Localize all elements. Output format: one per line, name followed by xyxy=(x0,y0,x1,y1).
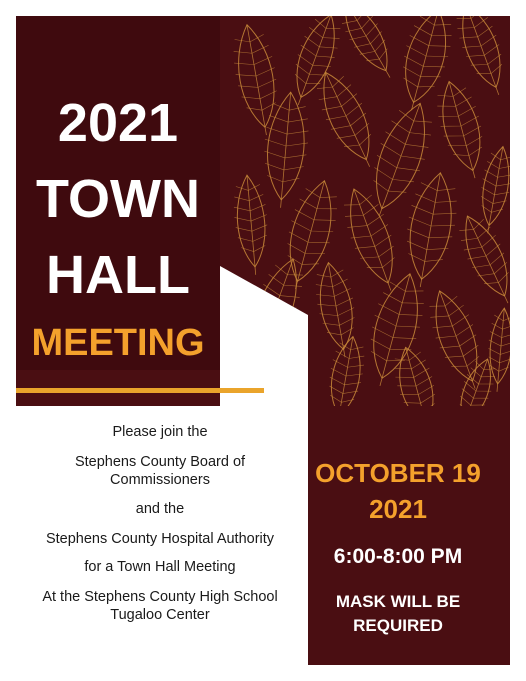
leaf-icon xyxy=(421,284,494,395)
leaf-icon xyxy=(335,182,409,297)
leaf-icon xyxy=(281,16,348,111)
leaf-icon xyxy=(473,144,510,236)
event-year: 2021 xyxy=(369,494,427,524)
event-time: 6:00-8:00 PM xyxy=(333,545,463,568)
gold-divider xyxy=(16,388,264,393)
leaf-icon xyxy=(357,268,432,392)
mask-notice: MASK WILL BE REQUIRED xyxy=(335,592,461,635)
host-hospital: Stephens County Hospital Authority xyxy=(45,531,275,547)
purpose-line: for a Town Hall Meeting xyxy=(84,559,236,575)
leaf-icon xyxy=(391,16,460,116)
leaf-icon xyxy=(231,174,272,276)
title-year: 2021 xyxy=(57,93,179,153)
leaf-icon xyxy=(388,343,446,406)
leaf-icon xyxy=(332,16,404,86)
leaf-icon xyxy=(227,21,285,138)
leaf-icon xyxy=(430,76,494,183)
invite-line: Please join the xyxy=(112,424,208,440)
leaf-icon xyxy=(448,354,501,406)
venue: At the Stephens County High School Tugaloo Center xyxy=(42,589,278,623)
event-date: OCTOBER 19 xyxy=(315,458,481,488)
leaf-icon xyxy=(449,16,510,101)
title-meeting: MEETING xyxy=(31,322,205,364)
title-town: TOWN xyxy=(36,169,200,229)
leaf-icon xyxy=(322,334,369,406)
leaf-icon xyxy=(311,260,363,361)
leaf-icon xyxy=(484,307,510,393)
leaf-icon xyxy=(259,90,312,209)
leaf-icon xyxy=(357,95,442,224)
title-hall: HALL xyxy=(46,245,190,305)
conjunction: and the xyxy=(135,501,185,517)
host-board: Stephens County Board of Commissioners xyxy=(74,454,246,488)
leaf-icon xyxy=(275,175,346,294)
leaf-icon xyxy=(451,209,510,311)
